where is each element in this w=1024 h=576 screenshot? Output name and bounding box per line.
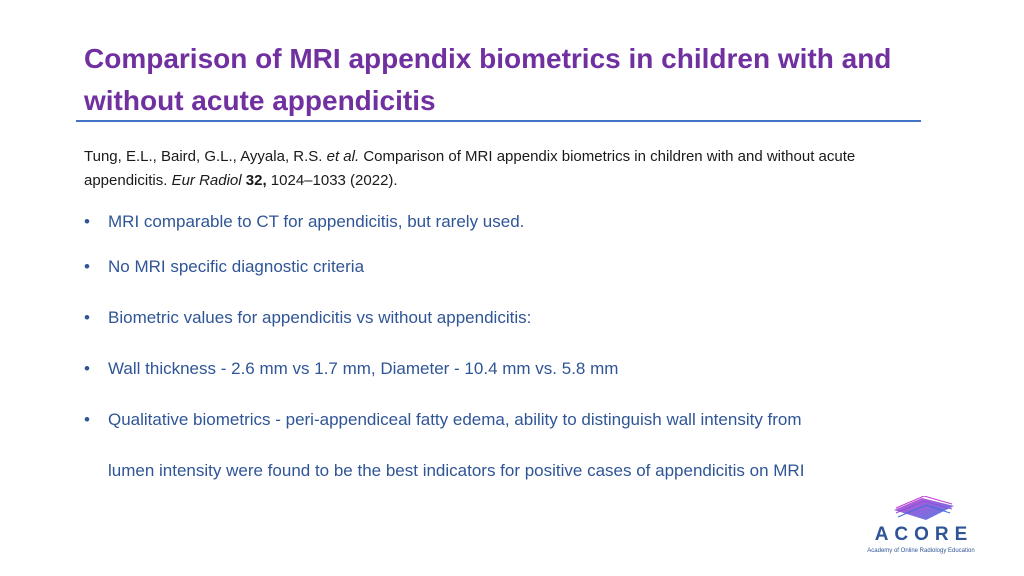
- bullet-text: Biometric values for appendicitis vs without appendicitis:: [108, 308, 532, 327]
- slide-title: Comparison of MRI appendix biometrics in children with and without acute appendicitis: [84, 43, 892, 116]
- bullet-text: No MRI specific diagnostic criteria: [108, 257, 365, 276]
- bullet-marker: •: [84, 212, 90, 231]
- citation-volume: 32,: [245, 172, 267, 189]
- bullet-text: Wall thickness - 2.6 mm vs 1.7 mm, Diameter - 10.4 mm vs. 5.8 mm: [108, 359, 619, 378]
- logo-prism-icon: [858, 496, 988, 526]
- citation-article: Comparison of MRI appendix biometrics in children with and without acute appendicitis.: [84, 148, 856, 189]
- bullet-marker: •: [84, 359, 90, 378]
- title-divider: [76, 120, 921, 122]
- citation-etal: et al.: [326, 148, 360, 165]
- logo-wordmark: ACORE: [874, 524, 974, 545]
- bullet-marker: •: [84, 410, 90, 429]
- bullet-item: [84, 394, 824, 496]
- acore-logo: [858, 496, 988, 560]
- citation-pages: 1024–1033 (2022).: [266, 172, 398, 189]
- citation: [84, 145, 904, 193]
- bullet-text: Qualitative biometrics - peri-appendiceal fatty edema, ability to distinguish wall intensity from lumen intensity were found to be the best indicators for positive cases of appendicitis on MRI: [108, 410, 805, 480]
- bullet-marker: •: [84, 257, 90, 276]
- bullet-text: MRI comparable to CT for appendicitis, but rarely used.: [108, 212, 525, 231]
- bullet-item: [84, 343, 824, 394]
- citation-authors: Tung, E.L., Baird, G.L., Ayyala, R.S.: [84, 148, 327, 165]
- logo-tagline: Academy of Online Radiology Education: [867, 548, 975, 554]
- bullet-item: [84, 292, 824, 343]
- bullet-marker: •: [84, 308, 90, 327]
- bullet-item: [84, 196, 824, 247]
- bullet-item: [84, 241, 824, 292]
- citation-journal: Eur Radiol: [171, 172, 242, 189]
